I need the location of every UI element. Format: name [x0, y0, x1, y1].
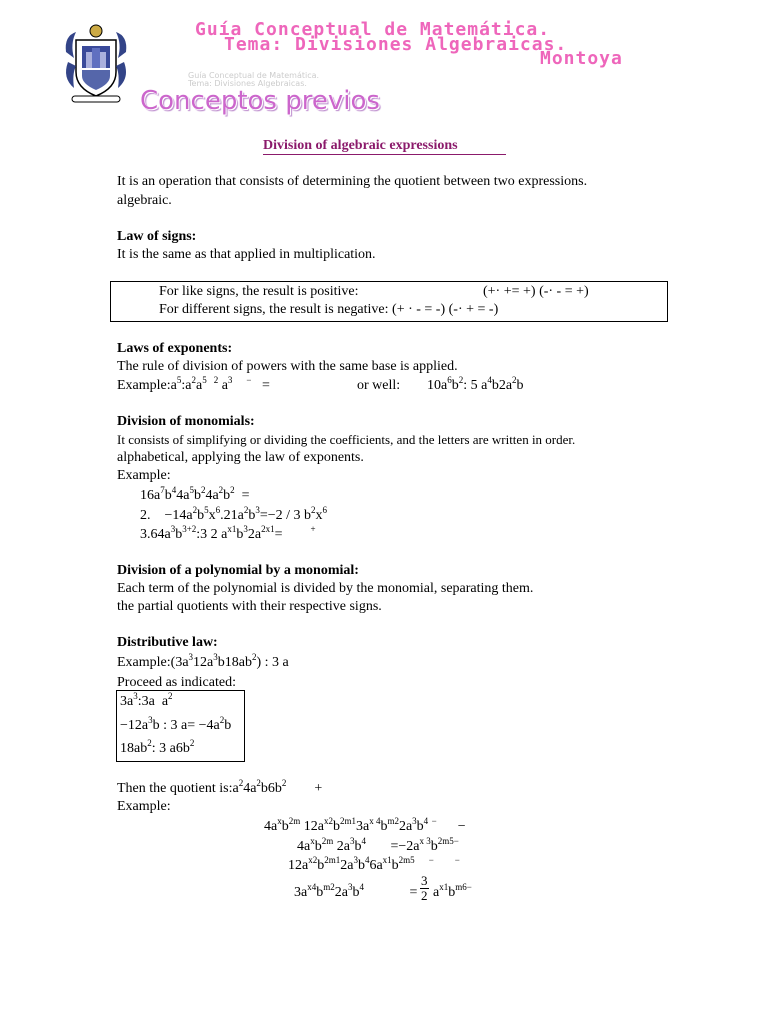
signs-rule-box: [110, 281, 668, 322]
example2-label: Example:: [117, 799, 171, 814]
partial-quotients-box: [116, 690, 245, 762]
exponents-example-2: $10a^6b^2$: 5 $a^4b2a^2b$: [427, 375, 524, 393]
quotient-result: Then the quotient $is:a^24a^2b6b^2$ +: [117, 778, 323, 796]
polynomial-text-line1: Each term of the polynomial is divided by the monomial, separating them.: [117, 581, 534, 596]
partial-quotient-2: $-12a^3b$ : 3 $a= -4a^2b$: [120, 715, 232, 733]
final-example-result: $a^{x1}b^{m6-}$: [433, 882, 472, 900]
intro-text-line2: algebraic.: [117, 193, 172, 208]
header-title-line2: Tema: Divisiones Algebraicas.: [224, 34, 568, 55]
monomial-example-1: $16a^7b^44a^5b^24a^2b^2$ =: [140, 485, 250, 503]
final-example-line3: $12a^{x2}b^{2m1}2a^3b^46a^{x1}b^{2m5}$ − −: [288, 855, 460, 873]
proceed-text: Proceed as indicated:: [117, 675, 236, 690]
intro-text-line1: It is an operation that consists of determining the quotient between two expressions.: [117, 174, 588, 189]
monomials-heading: Division of monomials:: [117, 414, 255, 429]
monomial-example-3: $3.64a^3b^{3+2}:3$ 2 $a^{x1}b^32a^{2x1}=$ +: [140, 524, 316, 542]
section-title: Conceptos previos: [140, 86, 380, 116]
monomials-text-line2: alphabetical, applying the law of exponents.: [117, 450, 364, 465]
partial-quotient-3: $18ab^2$: 3 $a6b^2$: [120, 738, 195, 756]
signs-text: It is the same as that applied in multiplication.: [117, 247, 376, 262]
exponents-heading: Laws of exponents:: [117, 341, 233, 356]
polynomial-text-line2: the partial quotients with their respective signs.: [117, 599, 382, 614]
header-title-line1: Guía Conceptual de Matemática.: [195, 19, 551, 40]
exponents-or-well: or well:: [357, 378, 401, 393]
coat-of-arms-logo: [62, 22, 130, 106]
partial-quotient-1: $3a^3:3a$ $a^2$: [120, 691, 173, 709]
final-example-line1: $4a^xb^{2m}$ $12a^{x2}b^{2m1}3a^{x 4}b^{m2}2a^3b^4$ − −: [264, 816, 466, 834]
exponents-example: $Example:a^5:a^2a^5$ $^2$ $a^3$ − =: [117, 375, 270, 393]
document-title: Division of algebraic expressions: [263, 138, 506, 155]
monomial-example-2: 2. $-14a^2b^5x^6.21a^2b^3=-2 / 3$ $b^2x^6$: [140, 505, 328, 523]
signs-row-like: For like signs, the result is positive: (+· += +) (-· - = +): [159, 284, 589, 299]
monomials-example-label: Example:: [117, 468, 171, 483]
final-example-line2: $4a^xb^{2m}$ $2a^3b^4$ $=-2a^{x 3}b^{2m5-}$: [297, 836, 459, 854]
distributive-heading: Distributive law:: [117, 635, 218, 650]
monomials-text-line1: It consists of simplifying or dividing the coefficients, and the letters are written in order.: [117, 432, 576, 447]
header-shadow-text: Guía Conceptual de Matemática. Tema: Divisiones Algebraicas.: [188, 71, 320, 88]
final-example-fraction: $\frac{3}{2}$: [421, 873, 428, 903]
distributive-example: $Example:(3a^312a^3b18ab^2)$ : 3 a: [117, 652, 289, 670]
polynomial-heading: Division of a polynomial by a monomial:: [117, 563, 359, 578]
signs-row-different: For different signs, the result is negative: (+ · - = -) (-· + = -): [159, 302, 499, 317]
header-title-line3: Montoya: [540, 48, 623, 69]
signs-heading: Law of signs:: [117, 229, 197, 244]
final-example-line4: $3a^{x4}b^{m2}2a^3b^4$ =: [294, 882, 418, 900]
exponents-text: The rule of division of powers with the same base is applied.: [117, 359, 458, 374]
